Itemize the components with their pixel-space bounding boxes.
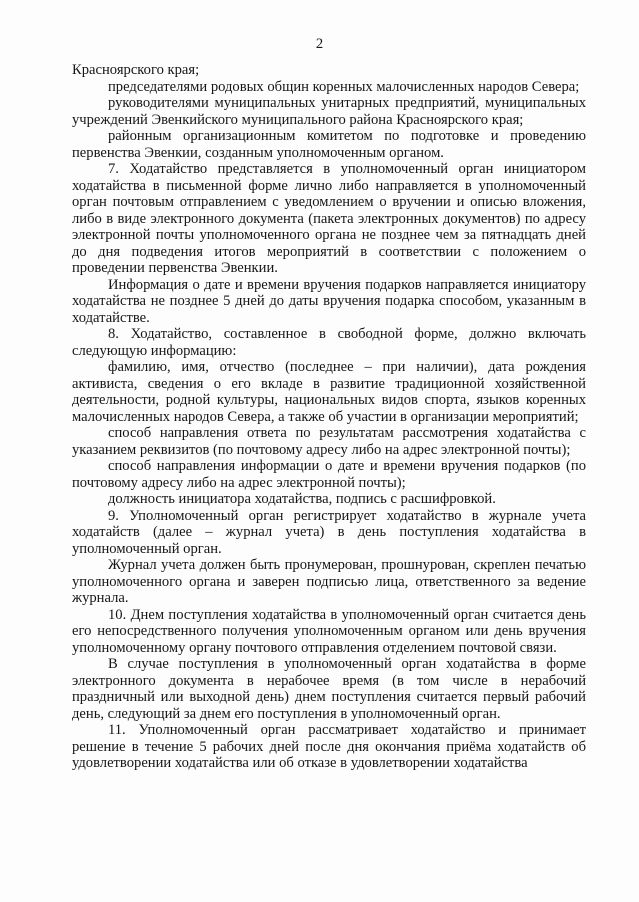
paragraph: В случае поступления в уполномоченный орган ходатайства в форме электронного документа в нерабочее время (в том числе в нерабочий праздничный или выходной день) днем поступления считается первый рабочий день, следующий за днем его поступления в уполномоченный орган. [72,656,586,722]
paragraph-list-item: способ направления ответа по результатам рассмотрения ходатайства с указанием реквизитов (по почтовому адресу либо на адрес электронной почты); [72,425,586,458]
paragraph: Журнал учета должен быть пронумерован, прошнурован, скреплен печатью уполномоченного органа и заверен подписью лица, ответственного за ведение журнала. [72,557,586,606]
paragraph-clause-11: 11. Уполномоченный орган рассматривает ходатайство и принимает решение в течение 5 рабочих дней после дня окончания приёма ходатайств об удовлетворении ходатайства или об отказе в удовлетворении ходатайства [72,722,586,771]
paragraph-clause-9: 9. Уполномоченный орган регистрирует ходатайство в журнале учета ходатайств (далее – журнал учета) в день поступления ходатайства в уполномоченный орган. [72,507,586,557]
paragraph-list-item: фамилию, имя, отчество (последнее – при наличии), дата рождения активиста, сведения о его вкладе в развитие традиционной хозяйственной деятельности, родной культуры, национальных видов спорта, языков коренных малочисленных народов Севера, а также об участии в организации мероприятий; [72,359,586,425]
document-body [72,62,586,772]
paragraph-list-item: районным организационным комитетом по подготовке и проведению первенства Эвенкии, созданным уполномоченным органом. [72,128,586,161]
paragraph-clause-10: 10. Днем поступления ходатайства в уполномоченный орган считается день его непосредственного получения уполномоченным органом или день вручения уполномоченному органу почтового отправления отделением почтовой связи. [72,606,586,656]
paragraph-list-item: руководителями муниципальных унитарных предприятий, муниципальных учреждений Эвенкийского муниципального района Красноярского края; [72,95,586,128]
paragraph-continuation: Красноярского края; [72,62,200,78]
paragraph-list-item: способ направления информации о дате и времени вручения подарков (по почтовому адресу либо на адрес электронной почты); [72,458,586,491]
paragraph-clause-7: 7. Ходатайство представляется в уполномоченный орган инициатором ходатайства в письменной форме лично либо направляется в уполномоченный орган почтовым отправлением с уведомлением о вручении и описью вложения, либо в виде электронного документа (пакета электронных документов) по адресу электронной почты уполномоченного органа не позднее чем за пятнадцать дней до дня подведения итогов мероприятий в соответствии с положением о проведении первенства Эвенкии. [72,161,586,276]
paragraph-list-item: председателями родовых общин коренных малочисленных народов Севера; [108,78,580,95]
paragraph-clause-8: 8. Ходатайство, составленное в свободной форме, должно включать следующую информацию: [72,326,586,359]
paragraph-list-item: должность инициатора ходатайства, подпись с расшифровкой. [108,491,496,507]
page-number: 2 [315,36,324,52]
paragraph: Информация о дате и времени вручения подарков направляется инициатору ходатайства не позднее 5 дней до даты вручения подарка способом, указанным в ходатайстве. [72,276,586,326]
